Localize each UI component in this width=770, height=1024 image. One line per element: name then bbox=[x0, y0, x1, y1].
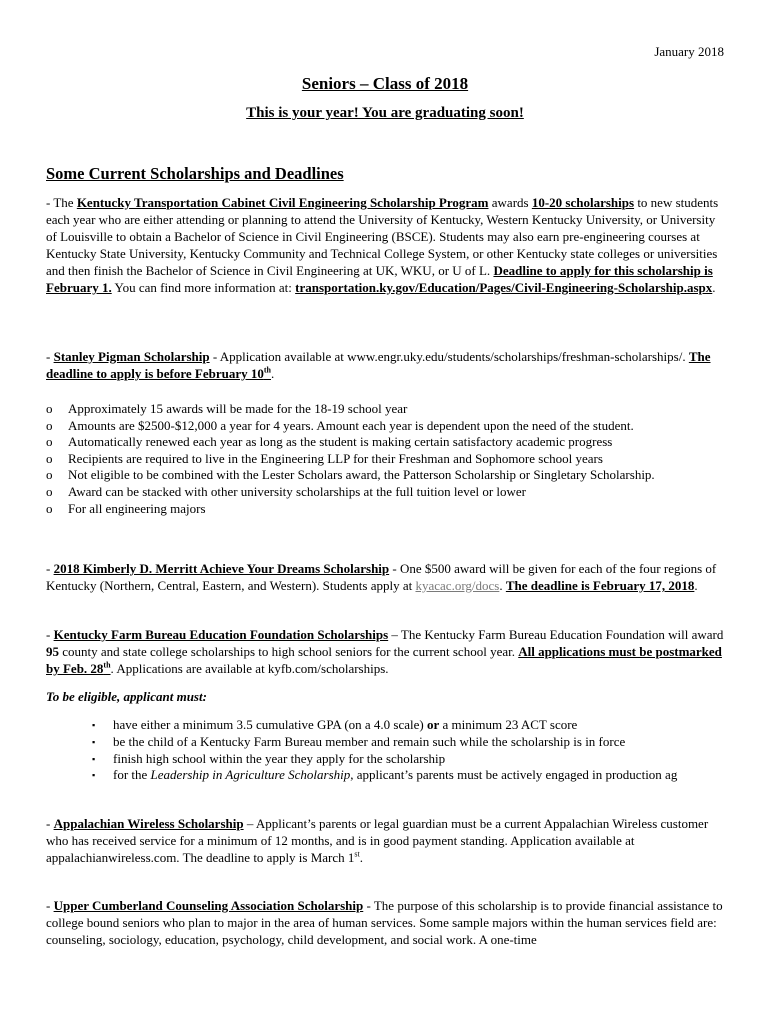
kyfb-award-count: 95 bbox=[46, 644, 59, 659]
kyfb-deadline-sup: th bbox=[103, 660, 111, 670]
pigman-text-2: . bbox=[271, 366, 275, 381]
ktc-url[interactable]: transportation.ky.gov/Education/Pages/Civil-Engineering-Scholarship.aspx bbox=[295, 280, 713, 295]
pigman-text-1: - Application available at www.engr.uky.edu/students/scholarships/freshman-scholarships/. bbox=[209, 349, 689, 364]
square-bullet-icon: ▪ bbox=[92, 736, 96, 747]
ucca-scholarship-paragraph bbox=[46, 897, 726, 948]
list-item bbox=[92, 751, 677, 768]
ktc-dash: - The bbox=[46, 195, 77, 210]
list-item bbox=[46, 401, 655, 418]
circle-bullet-icon: o bbox=[46, 500, 53, 516]
appalachian-sup: st bbox=[354, 849, 360, 859]
merritt-text-1: - One $500 award will be given for each of the four regions of Kentucky (Northern, Central, Eastern, and Western). Students apply at bbox=[46, 561, 717, 593]
pigman-scholarship-name: Stanley Pigman Scholarship bbox=[53, 349, 210, 364]
ucca-text-1: - The purpose of this scholarship is to provide financial assistance to college bound seniors who plan to major in the area of human services. Some sample majors within the human services field are: counseling, sociology, education, psychology, child development, and social work. A one-time bbox=[46, 898, 723, 947]
square-bullet-icon: ▪ bbox=[92, 720, 96, 730]
circle-bullet-icon: o bbox=[46, 450, 53, 466]
list-item bbox=[46, 418, 655, 435]
square-bullet-icon: ▪ bbox=[92, 770, 96, 781]
kyacac-link[interactable]: kyacac.org/docs bbox=[415, 578, 500, 593]
circle-bullet-icon: o bbox=[46, 467, 53, 483]
ktc-deadline: Deadline to apply for this scholarship is February 1. bbox=[46, 263, 713, 295]
list-item-text: have either a minimum 3.5 cumulative GPA (on a 4.0 scale) bbox=[113, 717, 427, 732]
ktc-award-count: 10-20 scholarships bbox=[531, 195, 635, 210]
merritt-text-3: . bbox=[694, 578, 698, 593]
list-item-text: Recipients are required to live in the Engineering LLP for their Freshman and Sophomore school years bbox=[68, 450, 603, 466]
merritt-scholarship-name: 2018 Kimberly D. Merritt Achieve Your Dreams Scholarship bbox=[53, 561, 390, 576]
circle-bullet-icon: o bbox=[46, 483, 53, 499]
list-item bbox=[46, 451, 655, 468]
circle-bullet-icon: o bbox=[46, 417, 53, 433]
list-item-text: a minimum 23 ACT score bbox=[439, 717, 578, 732]
list-item bbox=[92, 767, 677, 784]
section-heading: Some Current Scholarships and Deadlines bbox=[46, 164, 344, 183]
circle-bullet-icon: o bbox=[46, 401, 53, 416]
appalachian-dash: - bbox=[46, 816, 54, 831]
ktc-text-3: You can find more information at: bbox=[111, 280, 296, 295]
page-title: Seniors – Class of 2018 bbox=[301, 74, 469, 93]
list-item-text: for the bbox=[113, 767, 151, 783]
ktc-scholarship-name: Kentucky Transportation Cabinet Civil Engineering Scholarship Program bbox=[76, 195, 489, 210]
kyfb-text-2: county and state college scholarships to high school seniors for the current school year. bbox=[59, 644, 519, 659]
list-item bbox=[46, 467, 655, 484]
pigman-deadline-text: The deadline to apply is before February 10 bbox=[46, 349, 711, 381]
ktc-text-4: . bbox=[712, 280, 716, 295]
pigman-details-list bbox=[46, 401, 655, 517]
ktc-text-2: to new students each year who are either attending or planning to attend the University of Kentucky, Western Kentucky University, or University of Louisville to obtain a Bachelor of Science in Civil Engineering (BSCE). Students may also earn pre-engineering courses at Kentucky State University, Kentucky Community and Technical College System, or other Kentucky state colleges or universities and then finish the Bachelor of Science in Civil Engineering at UK, WKU, or U of L. bbox=[46, 195, 719, 278]
list-item-text: be the child of a Kentucky Farm Bureau member and remain such while the scholarship is in force bbox=[113, 733, 626, 749]
ucca-scholarship-name: Upper Cumberland Counseling Association Scholarship bbox=[53, 898, 364, 913]
list-item-text: , applicant’s parents must be actively engaged in production ag bbox=[350, 767, 678, 783]
merritt-text-2: . bbox=[499, 578, 506, 593]
merritt-scholarship-paragraph bbox=[46, 560, 726, 594]
list-item-text: Not eligible to be combined with the Lester Scholars award, the Patterson Scholarship or Singletary Scholarship. bbox=[68, 467, 655, 483]
ktc-text-1: awards bbox=[488, 195, 532, 210]
pigman-deadline-sup: th bbox=[263, 365, 271, 375]
eligibility-heading: To be eligible, applicant must: bbox=[46, 689, 207, 704]
appalachian-text-1: – Applicant’s parents or legal guardian must be a current Appalachian Wireless customer who has received service for a minimum of 12 months, and is in good payment standing. Application available at appalachianwireless.com. The deadline to apply is March 1 bbox=[46, 816, 709, 865]
merritt-deadline: The deadline is February 17, 2018 bbox=[505, 578, 695, 593]
merritt-dash: - bbox=[46, 561, 54, 576]
ucca-dash: - bbox=[46, 898, 54, 913]
appalachian-scholarship-name: Appalachian Wireless Scholarship bbox=[53, 816, 244, 831]
pigman-dash: - bbox=[46, 349, 54, 364]
square-bullet-icon: ▪ bbox=[92, 753, 96, 764]
list-item bbox=[46, 434, 655, 451]
list-item-text: Automatically renewed each year as long as the student is making certain satisfactory academic progress bbox=[68, 434, 613, 450]
ktc-scholarship-paragraph bbox=[46, 194, 726, 296]
list-item-text: Amounts are $2500-$12,000 a year for 4 years. Amount each year is dependent upon the need of the student. bbox=[68, 417, 634, 433]
document-date: January 2018 bbox=[654, 44, 724, 59]
kyfb-text-3: . Applications are available at kyfb.com/scholarships. bbox=[110, 661, 389, 676]
kyfb-scholarship-name: Kentucky Farm Bureau Education Foundation Scholarships bbox=[53, 627, 389, 642]
appalachian-scholarship-paragraph bbox=[46, 815, 726, 866]
kyfb-dash: - bbox=[46, 627, 54, 642]
list-item-text: For all engineering majors bbox=[68, 500, 206, 516]
list-item-emphasis: or bbox=[426, 717, 440, 732]
kyfb-scholarship-paragraph bbox=[46, 626, 726, 677]
circle-bullet-icon: o bbox=[46, 434, 53, 450]
pigman-scholarship-paragraph bbox=[46, 348, 726, 382]
kyfb-deadline-text: All applications must be postmarked by Feb. 28 bbox=[46, 644, 722, 676]
list-item-text: Approximately 15 awards will be made for the 18-19 school year bbox=[68, 401, 408, 416]
list-item bbox=[92, 717, 677, 734]
list-item bbox=[46, 501, 655, 518]
list-item-text: Award can be stacked with other university scholarships at the full tuition level or lower bbox=[68, 483, 527, 499]
list-item-text: finish high school within the year they apply for the scholarship bbox=[113, 750, 446, 766]
kyfb-eligibility-list bbox=[92, 717, 677, 784]
page-subtitle: This is your year! You are graduating soon! bbox=[246, 105, 524, 121]
list-item bbox=[92, 734, 677, 751]
appalachian-text-2: . bbox=[359, 850, 364, 865]
list-item-italic: Leadership in Agriculture Scholarship bbox=[150, 767, 351, 783]
kyfb-text-1: – The Kentucky Farm Bureau Education Foundation will award bbox=[388, 627, 724, 642]
list-item bbox=[46, 484, 655, 501]
